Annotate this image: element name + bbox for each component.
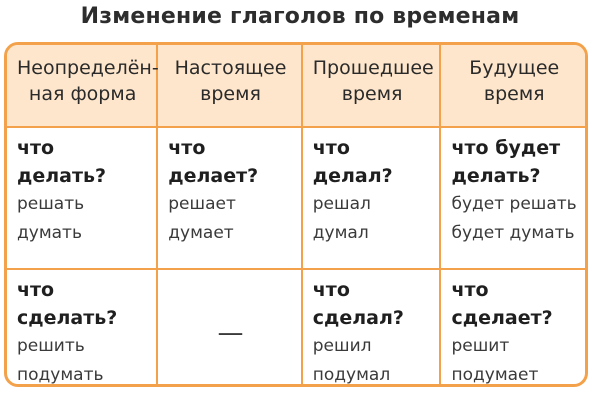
header-present-label: Настоящее время bbox=[174, 57, 287, 105]
tense-table-frame bbox=[4, 42, 588, 387]
verb-form: решил bbox=[312, 336, 372, 356]
tense-table bbox=[7, 45, 585, 387]
header-past bbox=[302, 45, 441, 127]
table-row-imperfective bbox=[7, 127, 585, 269]
question-text: что сделать? bbox=[17, 279, 118, 329]
empty-dash: — bbox=[217, 318, 244, 348]
question-text: что делал? bbox=[312, 137, 393, 187]
verb-form: решает bbox=[168, 194, 236, 214]
cell-past-perfective bbox=[302, 269, 441, 387]
cell-present-imperfective bbox=[157, 127, 302, 269]
verb-form: думал bbox=[312, 223, 369, 243]
table-row-perfective bbox=[7, 269, 585, 387]
verb-form: думать bbox=[17, 223, 82, 243]
page-title: Изменение глаголов по временам bbox=[80, 4, 520, 29]
verb-form: решить bbox=[17, 336, 85, 356]
question-text: что сделает? bbox=[451, 279, 553, 329]
cell-future-perfective bbox=[440, 269, 585, 387]
question-text: что будет делать? bbox=[451, 137, 561, 187]
verb-form: решит bbox=[451, 336, 510, 356]
verb-form: решать bbox=[17, 194, 85, 214]
verb-form: подумает bbox=[451, 365, 539, 385]
header-present bbox=[157, 45, 302, 127]
header-future bbox=[440, 45, 585, 127]
header-future-label: Будущее время bbox=[469, 57, 560, 105]
question-text: что делает? bbox=[168, 137, 259, 187]
verb-form: будет думать bbox=[451, 223, 575, 243]
header-past-label: Прошедшее время bbox=[312, 57, 434, 105]
cell-future-imperfective bbox=[440, 127, 585, 269]
verb-form: думает bbox=[168, 223, 234, 243]
verb-form: решал bbox=[312, 194, 371, 214]
question-text: что делать? bbox=[17, 137, 107, 187]
header-infinitive-label: Неопределён- ная форма bbox=[17, 57, 159, 105]
question-text: что сделал? bbox=[312, 279, 404, 329]
verb-form: подумать bbox=[17, 365, 104, 385]
cell-infinitive-perfective bbox=[7, 269, 157, 387]
header-row bbox=[7, 45, 585, 127]
cell-present-perfective bbox=[157, 269, 302, 387]
cell-infinitive-imperfective bbox=[7, 127, 157, 269]
verb-form: будет решать bbox=[451, 194, 577, 214]
cell-past-imperfective bbox=[302, 127, 441, 269]
header-infinitive bbox=[7, 45, 157, 127]
verb-form: подумал bbox=[312, 365, 391, 385]
